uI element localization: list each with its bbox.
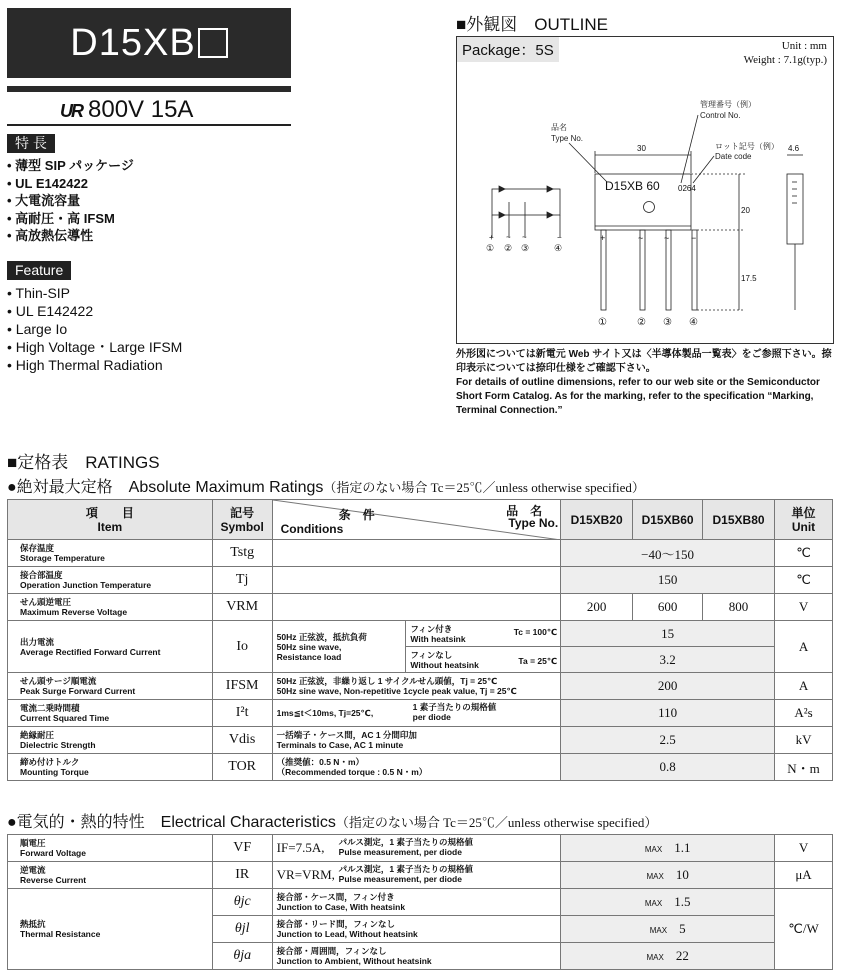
text: 5 — [679, 921, 686, 936]
title-rule — [7, 86, 291, 92]
text: 接合部温度 — [20, 570, 63, 580]
text: 品 名 — [506, 504, 543, 518]
label-type-jp: 品名 — [551, 123, 567, 132]
table-cell — [8, 889, 213, 970]
table-row — [8, 754, 833, 781]
table-cell — [272, 540, 561, 567]
text: Type No. — [508, 516, 559, 530]
text: 条 件 — [338, 508, 375, 522]
table-cell: A — [775, 621, 833, 673]
electrical-title — [7, 809, 657, 832]
table-cell: μA — [775, 862, 833, 889]
table-row — [8, 889, 833, 916]
text: MAX — [644, 899, 663, 908]
table-cell — [8, 594, 213, 621]
table-cell: VRM — [212, 594, 272, 621]
table-cell: Io — [212, 621, 272, 673]
table-cell: A — [775, 673, 833, 700]
marking-text: D15XB 60 — [605, 179, 660, 193]
table-cell — [272, 862, 561, 889]
text: 10 — [675, 867, 689, 882]
table-cell — [212, 500, 272, 540]
text: Forward Voltage — [20, 848, 86, 858]
text: 1.1 — [674, 840, 691, 855]
pin-number: ③ — [663, 317, 672, 328]
table-row — [8, 835, 833, 862]
ratings-heading: ■定格表 RATINGS — [7, 453, 160, 472]
text: 800V 15A — [88, 96, 194, 123]
table-cell: ℃/W — [775, 889, 833, 970]
rating-line — [60, 96, 193, 124]
text: VR=VRM, — [276, 866, 335, 882]
table-row — [8, 727, 833, 754]
text: Average Rectified Forward Current — [20, 646, 161, 657]
abs-max-table — [7, 499, 833, 781]
table-row — [8, 594, 833, 621]
table-cell: 2.5 — [561, 727, 775, 754]
list-item: • High Voltage・Large IFSM — [7, 338, 182, 356]
text: フィンなし Without heatsink — [410, 649, 479, 670]
table-cell — [8, 727, 213, 754]
table-cell — [8, 540, 213, 567]
table-cell: IR — [212, 862, 272, 889]
abs-max-title — [7, 474, 645, 497]
table-cell — [775, 500, 833, 540]
text: Current Squared Time — [20, 713, 110, 723]
text: Maximum Reverse Voltage — [20, 607, 128, 617]
pin-sign: + — [600, 233, 606, 243]
table-cell: −40〜150 — [561, 540, 775, 567]
table-cell: 15 — [561, 621, 775, 647]
bridge-schematic — [492, 189, 560, 215]
dim-width: 30 — [637, 144, 646, 153]
table-cell — [561, 862, 775, 889]
leader-control — [681, 115, 698, 183]
text: For details of outline dimensions, refer to our web site or the Semiconductor Short Form Catalog. As for the marking, refer to the specification “Marking, Terminal Connection.” — [456, 377, 820, 416]
text: Dielectric Strength — [20, 740, 96, 750]
text: MAX — [644, 845, 663, 854]
text: 単位 — [791, 505, 816, 520]
pin-number: ④ — [689, 317, 698, 328]
type-col: D15XB80 — [703, 500, 775, 540]
table-cell: V — [775, 835, 833, 862]
table-row — [8, 621, 833, 647]
text: 項 目 — [85, 505, 134, 520]
type-col: D15XB20 — [561, 500, 633, 540]
table-row — [8, 540, 833, 567]
ul-recognized-icon: UR — [60, 101, 82, 121]
text: 締め付けトルク — [20, 757, 80, 767]
table-cell: Tj — [212, 567, 272, 594]
table-cell — [272, 835, 561, 862]
schem-pin: ② — [504, 243, 513, 253]
features-en-list — [7, 284, 182, 374]
table-cell — [8, 754, 213, 781]
table-row — [8, 567, 833, 594]
type-col: D15XB60 — [633, 500, 703, 540]
leader-type — [569, 143, 607, 182]
side-view — [787, 174, 803, 244]
table-cell — [561, 916, 775, 943]
package-drawing — [457, 37, 833, 343]
table-cell: ℃ — [775, 567, 833, 594]
text: ●電気的・熱的特性 Electrical Characteristics — [7, 814, 336, 831]
text: Peak Surge Forward Current — [20, 686, 136, 696]
text: MAX — [646, 953, 664, 962]
features-jp-heading: 特 長 — [7, 134, 55, 153]
table-cell: 200 — [561, 673, 775, 700]
text: 熱抵抗 — [20, 919, 46, 929]
text: Reverse Current — [20, 875, 87, 885]
list-item: • UL E142422 — [7, 175, 134, 193]
table-cell: 50Hz 正弦波，非繰り返し 1 サイクルせん頭値，Tj = 25℃ 50Hz sine wave, Non-repetitive 1cycle peak value, Tj = 25℃ — [272, 673, 561, 700]
table-cell: 110 — [561, 700, 775, 727]
dim-depth: 4.6 — [788, 144, 800, 153]
pin-sign: − — [691, 233, 697, 243]
table-cell — [406, 621, 561, 647]
table-cell — [8, 835, 213, 862]
text: 順電圧 — [20, 838, 46, 848]
text: 出力電流 — [20, 636, 55, 647]
text: Weight : 7.1g(typ.) — [743, 54, 827, 66]
table-cell: θjc — [212, 889, 272, 916]
package-label: Package：5S — [457, 37, 559, 62]
list-item: • 大電流容量 — [7, 192, 134, 210]
table-cell: 0.8 — [561, 754, 775, 781]
schem-sign: ~ — [506, 233, 511, 242]
list-item: • 高放熱伝導性 — [7, 227, 134, 245]
table-row — [8, 673, 833, 700]
text: IF=7.5A, — [276, 839, 325, 855]
table-cell: A²s — [775, 700, 833, 727]
text: Tc = 100℃ — [513, 627, 558, 637]
text: Ta = 25℃ — [518, 656, 558, 666]
text: MAX — [649, 926, 668, 935]
part-title — [7, 8, 291, 78]
text: Unit — [791, 519, 816, 534]
list-item: • 薄型 SIP パッケージ — [7, 157, 134, 175]
text: 逆電流 — [20, 865, 46, 875]
text: Thermal Resistance — [20, 929, 101, 939]
label-type-en: Type No. — [551, 134, 584, 143]
header-diagonal-cell — [272, 500, 561, 540]
schem-sign: − — [557, 233, 562, 242]
table-cell: ℃ — [775, 540, 833, 567]
table-cell: V — [775, 594, 833, 621]
list-item: • 高耐圧・高 IFSM — [7, 210, 134, 228]
list-item: • UL E142422 — [7, 302, 182, 320]
text: Symbol — [220, 519, 264, 534]
schem-pin: ④ — [554, 243, 563, 253]
table-cell: 接合部・リード間，フィンなし Junction to Lead, Without heatsink — [272, 916, 561, 943]
table-cell — [8, 700, 213, 727]
dim-body: 20 — [741, 206, 750, 215]
table-cell: Tstg — [212, 540, 272, 567]
text: Storage Temperature — [20, 553, 105, 563]
table-cell — [561, 835, 775, 862]
text: 1 素子当たりの規格値 per diode — [412, 702, 497, 722]
text: 1ms≦t＜10ms, Tj=25℃, — [276, 708, 374, 718]
table-cell: 接合部・ケース間，フィン付き Junction to Case, With heatsink — [272, 889, 561, 916]
table-cell — [561, 889, 775, 916]
electrical-table — [7, 834, 833, 970]
schem-sign: ~ — [522, 233, 527, 242]
text: せん頭逆電圧 — [20, 597, 72, 607]
table-cell: （推奨値：0.5 N・m） （Recommended torque : 0.5 N・m） — [272, 754, 561, 781]
table-cell — [272, 700, 561, 727]
table-cell — [406, 647, 561, 673]
suffix-box — [198, 28, 228, 58]
table-cell — [8, 567, 213, 594]
text: Item — [97, 519, 123, 534]
text: （指定のない場合 Tc＝25℃／unless otherwise specified） — [323, 480, 645, 495]
schem-pin: ③ — [521, 243, 530, 253]
table-row — [8, 862, 833, 889]
text: （指定のない場合 Tc＝25℃／unless otherwise specified） — [335, 815, 658, 830]
table-cell — [8, 500, 213, 540]
features-jp-list — [7, 157, 134, 245]
text: MAX — [646, 872, 664, 881]
outline-drawing — [456, 36, 834, 344]
table-cell — [272, 594, 561, 621]
text: Unit : mm — [781, 40, 827, 52]
list-item: • High Thermal Radiation — [7, 356, 182, 374]
table-cell: 接合部・周囲間，フィンなし Junction to Ambient, Without heatsink — [272, 943, 561, 970]
label-control-en: Control No. — [700, 111, 741, 120]
table-cell — [8, 862, 213, 889]
text: ●絶対最大定格 Absolute Maximum Ratings — [7, 479, 324, 496]
features-en-heading: Feature — [7, 261, 71, 280]
table-cell: kV — [775, 727, 833, 754]
leader-lot — [693, 156, 714, 183]
table-cell: 150 — [561, 567, 775, 594]
table-cell: θja — [212, 943, 272, 970]
schem-pin: ① — [486, 243, 495, 253]
features-en — [7, 261, 182, 374]
text: フィン付き With heatsink — [410, 623, 466, 644]
pin-sign: ~ — [638, 233, 644, 243]
table-cell — [561, 943, 775, 970]
text: 絶縁耐圧 — [20, 730, 55, 740]
text: Conditions — [280, 522, 344, 536]
text: 保存温度 — [20, 543, 55, 553]
table-cell — [272, 567, 561, 594]
table-cell: N・m — [775, 754, 833, 781]
table-cell: IFSM — [212, 673, 272, 700]
text: D15XB — [70, 22, 196, 64]
text: 電流二乗時間積 — [20, 703, 80, 713]
table-cell — [8, 673, 213, 700]
table-cell: 200 — [561, 594, 633, 621]
dim-lead: 17.5 — [741, 274, 757, 283]
text: 1.5 — [674, 894, 691, 909]
text: パルス測定，1 素子当たりの規格値 Pulse measurement, per diode — [338, 864, 474, 884]
text: パルス測定，1 素子当たりの規格値 Pulse measurement, per diode — [338, 837, 474, 857]
pin-number: ② — [637, 317, 646, 328]
table-cell: 一括端子・ケース間，AC 1 分間印加 Terminals to Case, AC 1 minute — [272, 727, 561, 754]
text: 記号 — [230, 505, 255, 520]
text: Mounting Torque — [20, 767, 89, 777]
table-cell: θjl — [212, 916, 272, 943]
label-lot-en: Date code — [715, 152, 752, 161]
label-lot-jp: ロット記号（例） — [715, 142, 779, 151]
date-code: 0264 — [678, 184, 696, 193]
table-cell: 3.2 — [561, 647, 775, 673]
outline-heading: ■外観図 OUTLINE — [456, 15, 608, 34]
outline-notes — [456, 348, 840, 418]
table-cell: Vdis — [212, 727, 272, 754]
list-item: • Thin-SIP — [7, 284, 182, 302]
table-cell: TOR — [212, 754, 272, 781]
schem-sign: + — [489, 233, 494, 242]
text: Operation Junction Temperature — [20, 580, 152, 590]
table-row — [8, 700, 833, 727]
pin-number: ① — [598, 317, 607, 328]
features-jp — [7, 134, 134, 245]
table-cell: 50Hz 正弦波，抵抗負荷 50Hz sine wave, Resistance load — [272, 621, 406, 673]
text: 22 — [675, 948, 689, 963]
list-item: • Large Io — [7, 320, 182, 338]
table-cell: 600 — [633, 594, 703, 621]
rating-rule — [7, 124, 291, 126]
mount-hole — [644, 202, 655, 213]
table-cell: VF — [212, 835, 272, 862]
label-control-jp: 管理番号（例） — [700, 100, 756, 109]
text: 外形図については新電元 Web サイト又は〈半導体製品一覧表〉をご参照下さい。捺印表示については捺印仕様をご確認下さい。 — [456, 349, 832, 374]
text: せん頭サージ順電流 — [20, 676, 97, 686]
table-cell: I²t — [212, 700, 272, 727]
pin-sign: ~ — [664, 233, 670, 243]
table-cell: 800 — [703, 594, 775, 621]
table-cell — [8, 621, 213, 673]
